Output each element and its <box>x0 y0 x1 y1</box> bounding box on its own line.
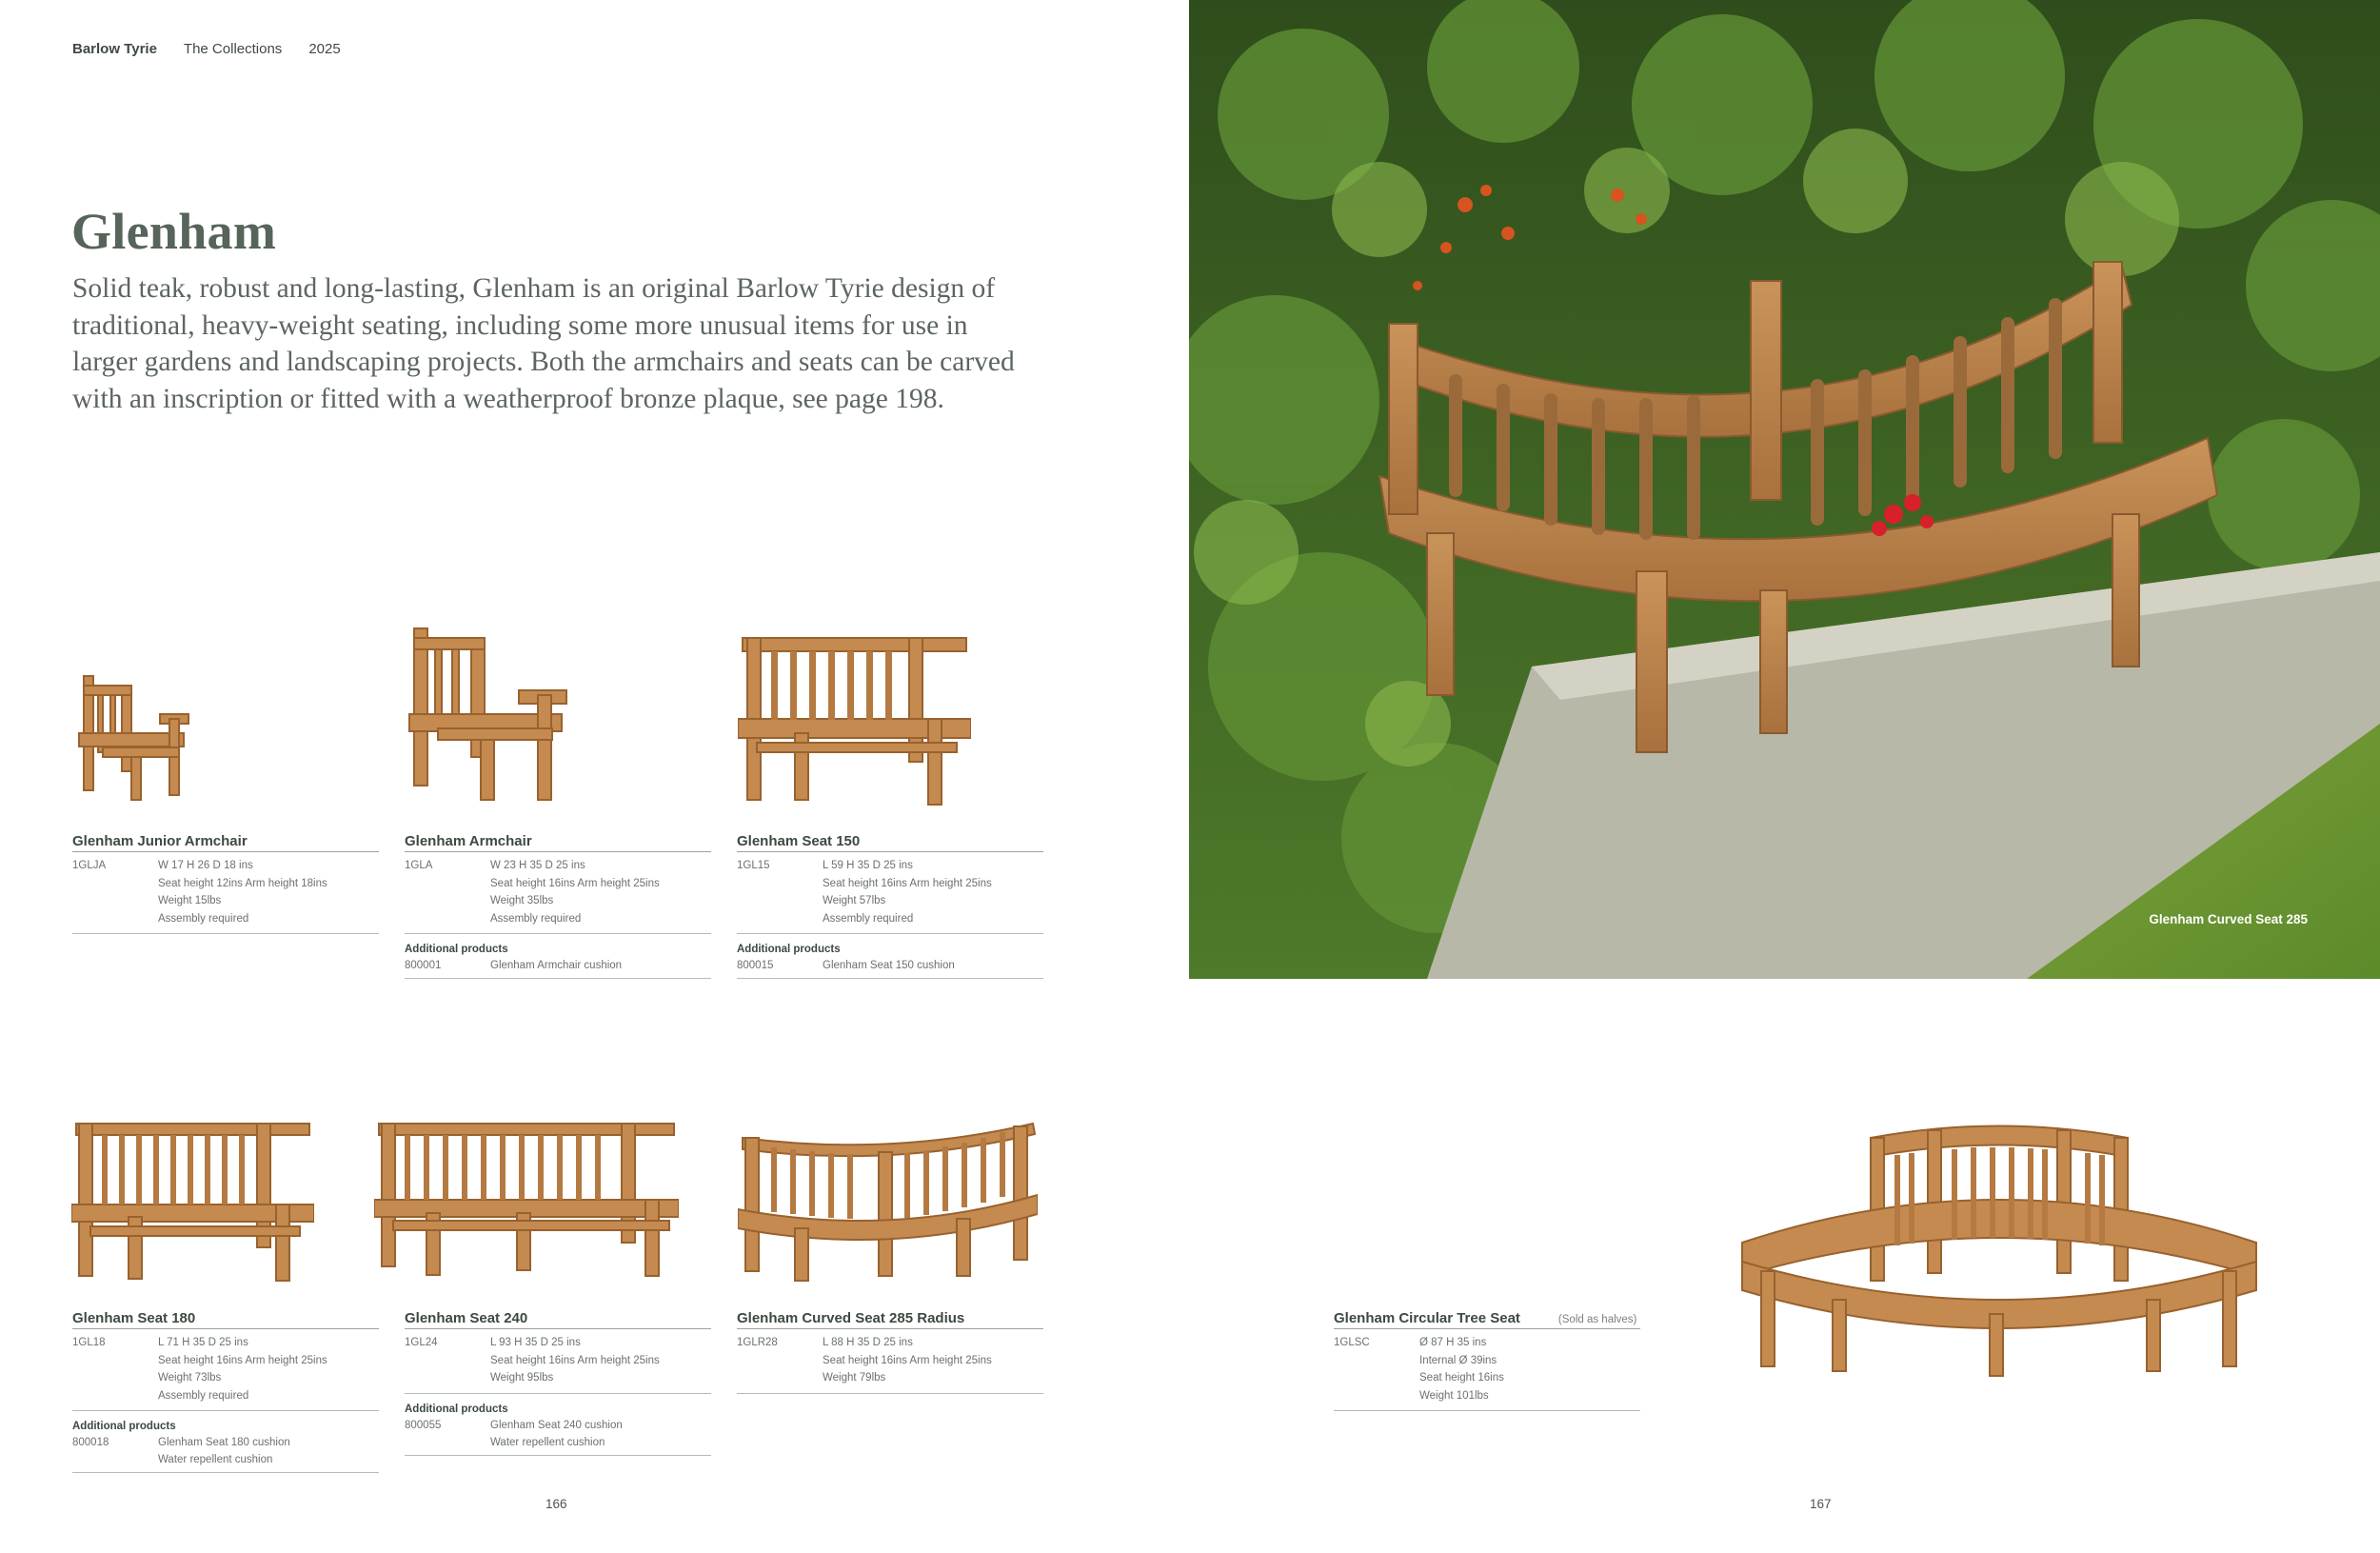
product-spec <box>737 1329 1043 1394</box>
spec-dimensions: L 71 H 35 D 25 ins <box>158 1337 248 1348</box>
spec-dimensions: L 88 H 35 D 25 ins <box>823 1337 913 1348</box>
product-code: 1GLR28 <box>737 1337 778 1348</box>
seat-180-image <box>71 1114 314 1285</box>
product-name: Glenham Armchair <box>405 830 711 852</box>
garden-bench-illustration <box>1189 0 2380 979</box>
additional-code: 800015 <box>737 960 774 971</box>
additional-products-heading: Additional products <box>405 1403 508 1415</box>
product-armchair <box>405 830 711 979</box>
page-number-right: 167 <box>1810 1497 1832 1511</box>
product-spec <box>72 852 379 934</box>
product-name <box>1334 1307 1640 1329</box>
product-code: 1GLSC <box>1334 1337 1370 1348</box>
spec-assembly: Assembly required <box>490 912 582 925</box>
armchair-image <box>405 624 576 809</box>
product-junior-armchair <box>72 830 379 934</box>
spec-heights: Seat height 16ins Arm height 25ins <box>823 1354 992 1366</box>
additional-item: Glenham Seat 240 cushion <box>490 1419 623 1431</box>
spec-seat-height: Seat height 16ins <box>1419 1372 1504 1384</box>
product-code: 1GL24 <box>405 1337 438 1348</box>
product-name: Glenham Curved Seat 285 Radius <box>737 1307 1043 1329</box>
spec-weight: Weight 73lbs <box>158 1372 222 1384</box>
spec-weight: Weight 15lbs <box>158 895 222 906</box>
spec-dimensions: W 23 H 35 D 25 ins <box>490 860 585 871</box>
product-spec <box>1334 1329 1640 1411</box>
product-seat-150 <box>737 830 1043 979</box>
seat-240-image <box>374 1114 679 1281</box>
running-header <box>72 41 341 57</box>
hero-photo <box>1189 0 2380 979</box>
spec-dimensions: L 93 H 35 D 25 ins <box>490 1337 581 1348</box>
additional-code: 800018 <box>72 1437 109 1448</box>
spec-heights: Seat height 12ins Arm height 18ins <box>158 877 327 889</box>
spec-dimensions: Ø 87 H 35 ins <box>1419 1337 1487 1348</box>
additional-item: Water repellent cushion <box>158 1454 273 1465</box>
product-code: 1GLA <box>405 860 433 871</box>
additional-item: Water repellent cushion <box>490 1436 605 1448</box>
additional-product <box>405 957 711 979</box>
circular-tree-seat-image <box>1737 1119 2261 1395</box>
additional-item: Glenham Seat 150 cushion <box>823 960 955 971</box>
product-name: Glenham Junior Armchair <box>72 830 379 852</box>
product-code: 1GL18 <box>72 1337 106 1348</box>
additional-product <box>737 957 1043 979</box>
additional-code: 800001 <box>405 960 442 971</box>
spec-assembly: Assembly required <box>823 912 914 925</box>
product-circular-tree-seat <box>1334 1307 1640 1411</box>
product-code: 1GLJA <box>72 860 107 871</box>
junior-armchair-image <box>74 667 198 809</box>
section-name: The Collections <box>183 41 283 57</box>
spec-assembly: Assembly required <box>158 912 249 925</box>
spec-heights: Seat height 16ins Arm height 25ins <box>490 1354 660 1366</box>
sold-as-halves-note: (Sold as halves) <box>1557 1314 1637 1325</box>
spec-heights: Seat height 16ins Arm height 25ins <box>823 877 992 889</box>
additional-product <box>72 1434 379 1473</box>
additional-products-heading: Additional products <box>405 944 508 955</box>
curved-seat-285-image <box>738 1119 1038 1285</box>
product-spec <box>737 852 1043 934</box>
product-name: Glenham Seat 150 <box>737 830 1043 852</box>
spec-weight: Weight 101lbs <box>1419 1389 1489 1402</box>
spec-weight: Weight 95lbs <box>490 1372 554 1384</box>
additional-item: Glenham Armchair cushion <box>490 960 623 971</box>
spec-weight: Weight 57lbs <box>823 895 886 906</box>
product-spec <box>405 1329 711 1394</box>
product-name: Glenham Seat 180 <box>72 1307 379 1329</box>
additional-item: Glenham Seat 180 cushion <box>158 1437 290 1448</box>
product-curved-seat-285 <box>737 1307 1043 1394</box>
spec-dimensions: L 59 H 35 D 25 ins <box>823 860 913 871</box>
product-seat-240 <box>405 1307 711 1456</box>
product-name-text: Glenham Circular Tree Seat <box>1334 1310 1520 1326</box>
spec-heights: Seat height 16ins Arm height 25ins <box>158 1354 327 1366</box>
additional-products-heading: Additional products <box>72 1421 176 1432</box>
additional-products-heading: Additional products <box>737 944 841 955</box>
seat-150-image <box>738 628 971 809</box>
page-number-left: 166 <box>545 1497 567 1511</box>
hero-caption: Glenham Curved Seat 285 <box>2149 912 2308 926</box>
spec-dimensions: W 17 H 26 D 18 ins <box>158 860 253 871</box>
intro-paragraph: Solid teak, robust and long-lasting, Glenham is an original Barlow Tyrie design of traditional, heavy-weight seating, including some more unusual items for use in larger gardens and landscaping projects. Both the armchairs and seats can be carved with an inscription or fitted with a weatherproof bronze plaque, see page 198. <box>72 273 1015 414</box>
spec-weight: Weight 35lbs <box>490 895 554 906</box>
spec-internal-diameter: Internal Ø 39ins <box>1419 1354 1497 1366</box>
collection-title: Glenham <box>71 203 277 260</box>
additional-product <box>405 1417 711 1456</box>
year: 2025 <box>308 41 341 57</box>
additional-code: 800055 <box>405 1419 442 1431</box>
product-spec <box>405 852 711 934</box>
product-spec <box>72 1329 379 1411</box>
spec-heights: Seat height 16ins Arm height 25ins <box>490 877 660 889</box>
product-code: 1GL15 <box>737 860 770 871</box>
spec-weight: Weight 79lbs <box>823 1372 886 1384</box>
product-name: Glenham Seat 240 <box>405 1307 711 1329</box>
product-seat-180 <box>72 1307 379 1473</box>
brand-name: Barlow Tyrie <box>72 41 157 57</box>
spec-assembly: Assembly required <box>158 1389 249 1402</box>
